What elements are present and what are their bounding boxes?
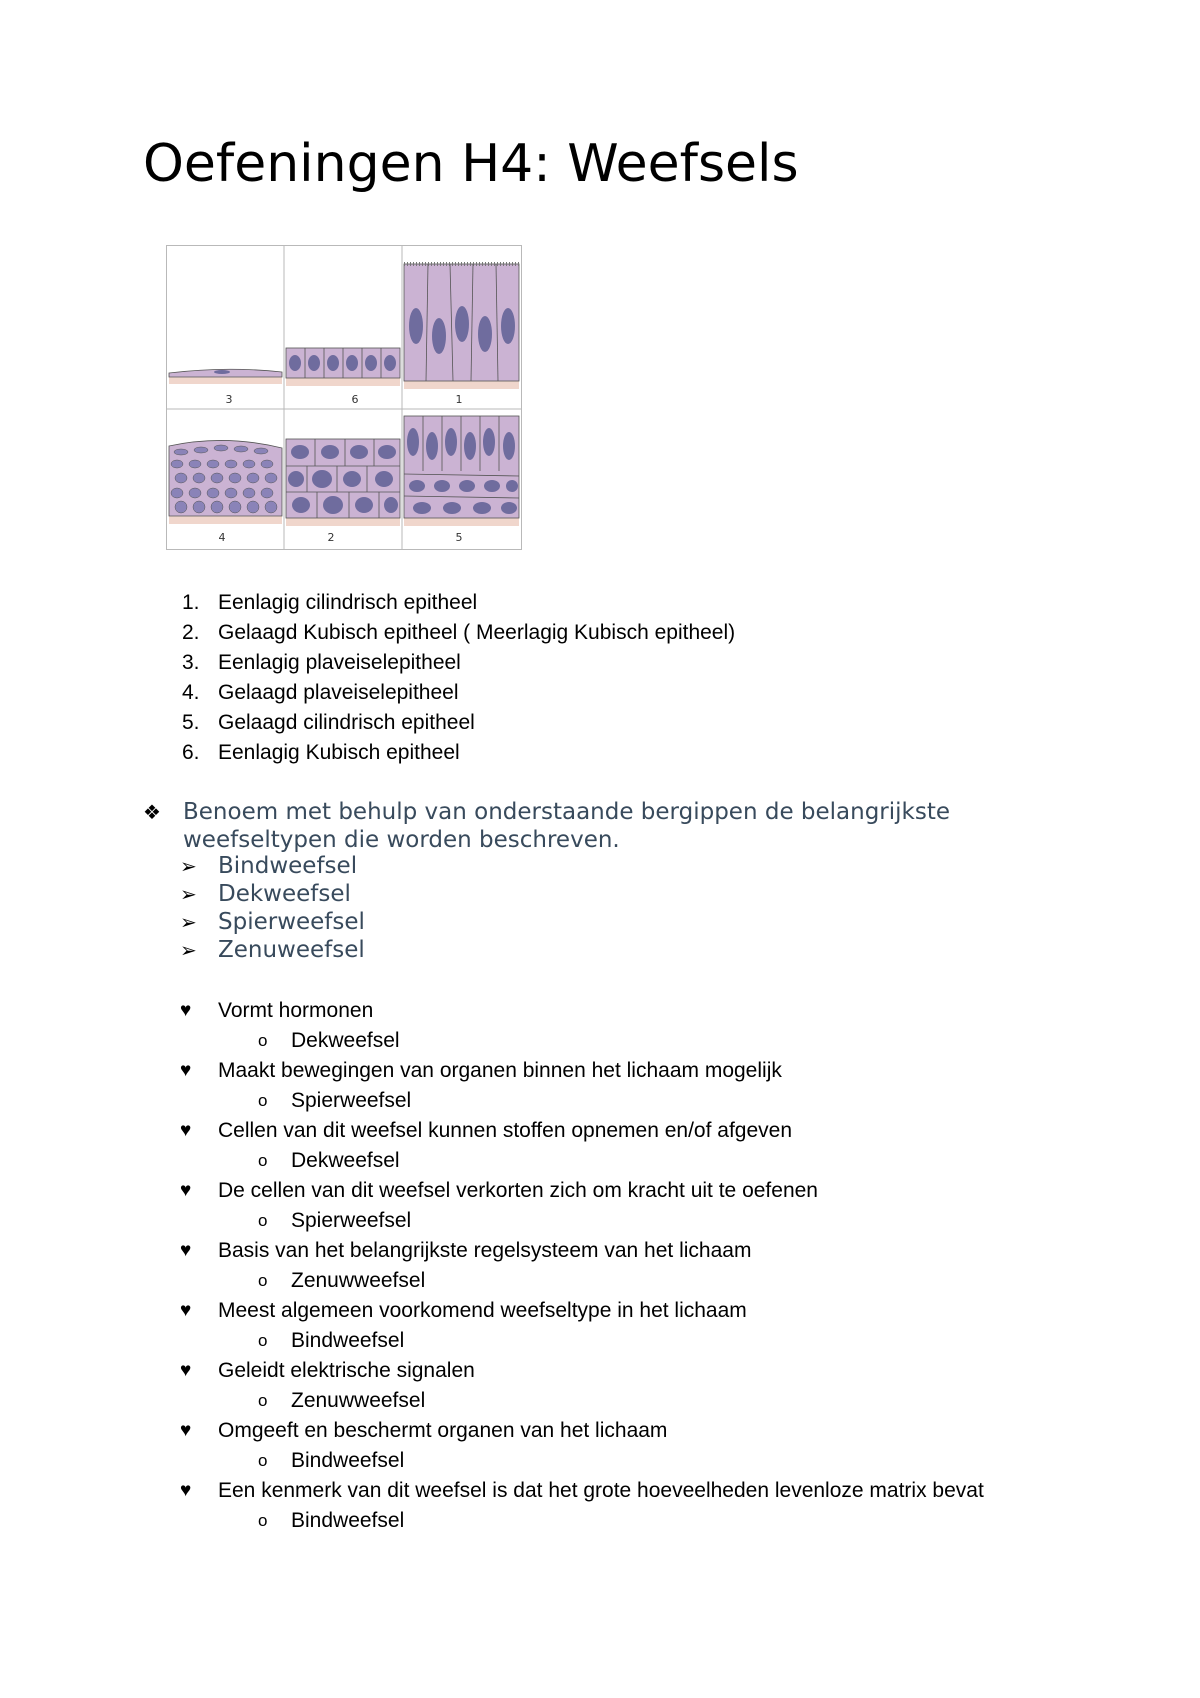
circle-bullet-icon: o [258, 1331, 268, 1350]
arrow-bullet-icon: ➢ [180, 938, 197, 962]
circle-bullet-icon: o [258, 1031, 268, 1050]
statement: Een kenmerk van dit weefsel is dat het grote hoeveelheden levenloze matrix bevat [218, 1479, 984, 1502]
list-text: Gelaagd cilindrisch epitheel [218, 711, 475, 734]
statement: Omgeeft en beschermt organen van het lichaam [218, 1419, 668, 1442]
circle-bullet-icon: o [258, 1511, 268, 1530]
tissue-type: Bindweefsel [218, 853, 358, 879]
tissue-type: Zenuweefsel [218, 937, 365, 963]
list-text: Eenlagig Kubisch epitheel [218, 741, 460, 764]
list-text: Eenlagig cilindrisch epitheel [218, 591, 478, 614]
panel-stratified-columnar [404, 416, 519, 526]
list-item [180, 1296, 984, 1356]
panel-label: 4 [218, 531, 226, 544]
answer: Dekweefsel [291, 1029, 400, 1052]
heart-bullet-icon: ♥ [180, 1300, 192, 1321]
panel-simple-squamous [169, 369, 282, 384]
answer-row [218, 1266, 984, 1296]
arrow-bullet-icon: ➢ [180, 854, 197, 878]
page-title: Oefeningen H4: Weefsels [143, 134, 799, 194]
question-text: Benoem met behulp van onderstaande bergippen de belangrijkste weefseltypen die worden beschreven. [183, 799, 951, 853]
answer: Bindweefsel [291, 1509, 405, 1532]
list-item [180, 1236, 984, 1296]
answer-row [218, 1326, 984, 1356]
heart-bullet-icon: ♥ [180, 1120, 192, 1141]
heart-bullet-icon: ♥ [180, 1000, 192, 1021]
list-number: 5. [182, 711, 200, 734]
list-number: 3. [182, 651, 200, 674]
answer-row [218, 1086, 984, 1116]
answer-row [218, 1386, 984, 1416]
answer: Bindweefsel [291, 1329, 405, 1352]
list-item [180, 1116, 984, 1176]
description-list [180, 996, 984, 1536]
heart-bullet-icon: ♥ [180, 1420, 192, 1441]
panel-simple-columnar [404, 264, 519, 389]
answer: Zenuwweefsel [291, 1389, 426, 1412]
answer-row [218, 1146, 984, 1176]
list-item [180, 908, 365, 936]
heart-bullet-icon: ♥ [180, 1240, 192, 1261]
statement: Meest algemeen voorkomend weefseltype in het lichaam [218, 1299, 747, 1322]
list-item [180, 936, 365, 964]
list-text: Eenlagig plaveiselepitheel [218, 651, 461, 674]
answer: Bindweefsel [291, 1449, 405, 1472]
list-item [180, 852, 365, 880]
statement: Maakt bewegingen van organen binnen het lichaam mogelijk [218, 1059, 782, 1082]
circle-bullet-icon: o [258, 1211, 268, 1230]
list-item [176, 678, 735, 708]
list-number: 1. [182, 591, 200, 614]
panel-label: 1 [455, 393, 463, 406]
circle-bullet-icon: o [258, 1271, 268, 1290]
list-number: 2. [182, 621, 200, 644]
tissue-type: Dekweefsel [218, 881, 351, 907]
panel-stratified-cuboidal [286, 439, 400, 526]
list-number: 6. [182, 741, 200, 764]
list-item [176, 648, 735, 678]
answer-row [218, 1446, 984, 1476]
list-item [176, 618, 735, 648]
list-item [176, 588, 735, 618]
circle-bullet-icon: o [258, 1451, 268, 1470]
answer-row [218, 1026, 984, 1056]
answer: Dekweefsel [291, 1149, 400, 1172]
statement: Cellen van dit weefsel kunnen stoffen opnemen en/of afgeven [218, 1119, 793, 1142]
circle-bullet-icon: o [258, 1091, 268, 1110]
statement: De cellen van dit weefsel verkorten zich om kracht uit te oefenen [218, 1179, 818, 1202]
heart-bullet-icon: ♥ [180, 1060, 192, 1081]
list-item [180, 1416, 984, 1476]
statement: Geleidt elektrische signalen [218, 1359, 475, 1382]
epithelium-illustration [167, 246, 521, 549]
circle-bullet-icon: o [258, 1151, 268, 1170]
question [143, 798, 1023, 854]
list-item [176, 738, 735, 768]
circle-bullet-icon: o [258, 1391, 268, 1410]
answer-row [218, 1506, 984, 1536]
tissue-type-list [180, 852, 365, 964]
panel-label: 6 [351, 393, 359, 406]
answer: Zenuwweefsel [291, 1269, 426, 1292]
list-item [180, 1476, 984, 1536]
heart-bullet-icon: ♥ [180, 1180, 192, 1201]
arrow-bullet-icon: ➢ [180, 882, 197, 906]
tissue-type: Spierweefsel [218, 909, 365, 935]
list-item [180, 996, 984, 1056]
diamond-bullet-icon: ❖ [143, 800, 161, 824]
list-item [180, 1356, 984, 1416]
panel-simple-cuboidal [286, 348, 400, 386]
list-item [180, 880, 365, 908]
answer: Spierweefsel [291, 1089, 412, 1112]
epithelium-figure [166, 245, 522, 550]
statement: Basis van het belangrijkste regelsysteem van het lichaam [218, 1239, 752, 1262]
list-text: Gelaagd Kubisch epitheel ( Meerlagig Kubisch epitheel) [218, 621, 736, 644]
arrow-bullet-icon: ➢ [180, 910, 197, 934]
panel-label: 5 [455, 531, 463, 544]
heart-bullet-icon: ♥ [180, 1360, 192, 1381]
answer-row [218, 1206, 984, 1236]
statement: Vormt hormonen [218, 999, 374, 1022]
list-item [176, 708, 735, 738]
list-item [180, 1056, 984, 1116]
epithelium-list [176, 588, 735, 768]
list-text: Gelaagd plaveiselepitheel [218, 681, 459, 704]
list-item [180, 1176, 984, 1236]
panel-label: 2 [327, 531, 335, 544]
list-number: 4. [182, 681, 200, 704]
answer: Spierweefsel [291, 1209, 412, 1232]
heart-bullet-icon: ♥ [180, 1480, 192, 1501]
panel-label: 3 [225, 393, 233, 406]
panel-stratified-squamous [169, 440, 282, 524]
